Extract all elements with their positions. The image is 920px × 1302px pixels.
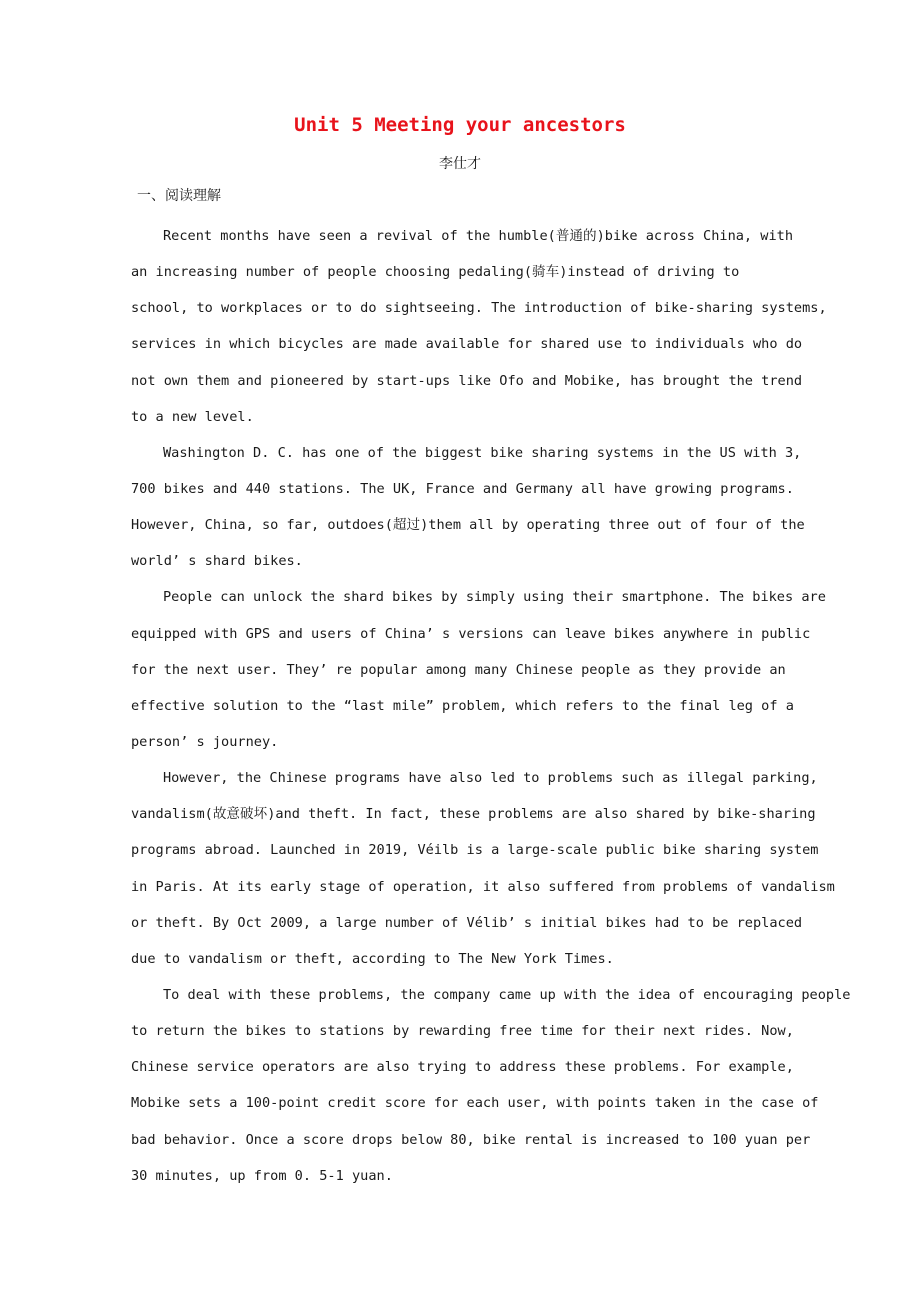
paragraph-first-line: Recent months have seen a revival of the humble(普通的)bike across China, with bbox=[163, 228, 794, 244]
document-title: Unit 5 Meeting your ancestors bbox=[294, 114, 626, 136]
paragraph-line: to a new level. bbox=[131, 408, 254, 425]
paragraph-line: not own them and pioneered by start-ups like Ofo and Mobike, has brought the trend bbox=[131, 372, 803, 389]
paragraph-first-line: Washington D. C. has one of the biggest bike sharing systems in the US with 3, bbox=[163, 444, 802, 461]
paragraph-first-line: People can unlock the shard bikes by simply using their smartphone. The bikes are bbox=[163, 589, 826, 606]
paragraph-line: or theft. By Oct 2009, a large number of Vélib’ s initial bikes had to be replaced bbox=[131, 914, 803, 931]
paragraph-line: bad behavior. Once a score drops below 80, bike rental is increased to 100 yuan per bbox=[131, 1131, 811, 1148]
paragraph-first-line: However, the Chinese programs have also led to problems such as illegal parking, bbox=[163, 770, 818, 787]
section-heading: 一、阅读理解 bbox=[137, 188, 221, 204]
paragraph-line: equipped with GPS and users of China’ s versions can leave bikes anywhere in public bbox=[131, 625, 811, 642]
paragraph-line: an increasing number of people choosing pedaling(骑车)instead of driving to bbox=[131, 264, 740, 281]
paragraph-line: programs abroad. Launched in 2019, Véilb is a large-scale public bike sharing system bbox=[131, 842, 819, 859]
paragraph-line: 700 bikes and 440 stations. The UK, France and Germany all have growing programs. bbox=[131, 480, 794, 497]
paragraph-line: to return the bikes to stations by rewarding free time for their next rides. Now, bbox=[131, 1023, 794, 1040]
paragraph-line: However, China, so far, outdoes(超过)them all by operating three out of four of the bbox=[131, 517, 805, 534]
paragraph-line: Chinese service operators are also trying to address these problems. For example, bbox=[131, 1059, 794, 1076]
paragraph-line: person’ s journey. bbox=[131, 733, 279, 750]
paragraph-line: due to vandalism or theft, according to The New York Times. bbox=[131, 950, 614, 967]
paragraph-line: vandalism(故意破坏)and theft. In fact, these problems are also shared by bike-sharing bbox=[131, 806, 816, 823]
paragraph-line: school, to workplaces or to do sightseeing. The introduction of bike-sharing systems, bbox=[131, 300, 827, 317]
paragraph-line: for the next user. They’ re popular among many Chinese people as they provide an bbox=[131, 661, 786, 678]
reading-passage bbox=[131, 218, 851, 1194]
paragraph-line: world’ s shard bikes. bbox=[131, 553, 303, 570]
paragraph-first-line: To deal with these problems, the company came up with the idea of encouraging people bbox=[163, 986, 851, 1003]
paragraph-line: Mobike sets a 100-point credit score for each user, with points taken in the case of bbox=[131, 1095, 819, 1112]
paragraph-line: in Paris. At its early stage of operation, it also suffered from problems of vandalism bbox=[131, 878, 835, 895]
paragraph-line: services in which bicycles are made available for shared use to individuals who do bbox=[131, 336, 803, 353]
paragraph-line: effective solution to the “last mile” problem, which refers to the final leg of a bbox=[131, 697, 794, 714]
author-name: 李仕才 bbox=[439, 156, 481, 172]
paragraph-line: 30 minutes, up from 0. 5-1 yuan. bbox=[131, 1167, 393, 1184]
